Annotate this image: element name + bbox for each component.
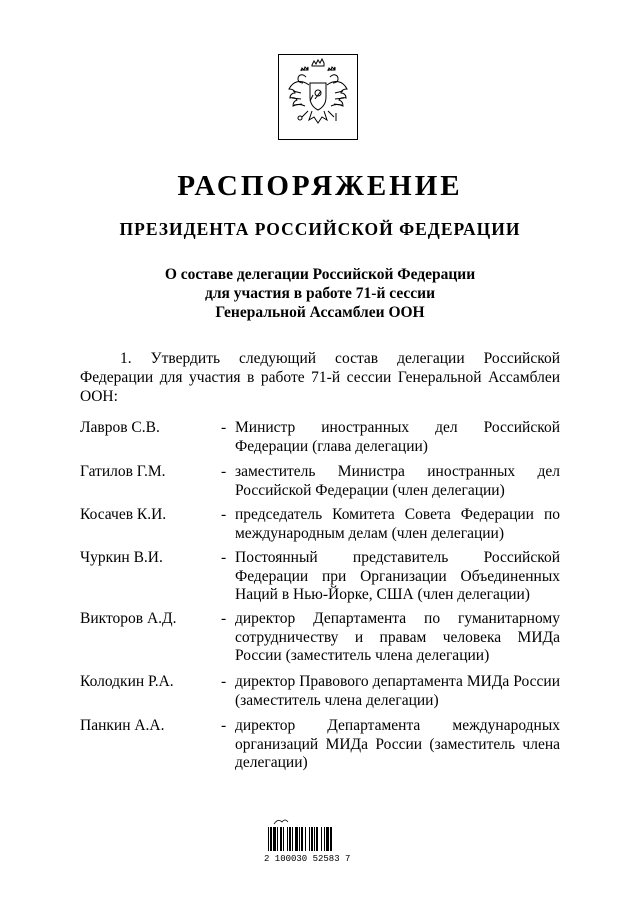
member-dash: - xyxy=(221,419,227,436)
member-name: Гатилов Г.М. xyxy=(80,463,166,480)
member-name: Чуркин В.И. xyxy=(80,549,163,566)
member-role: Министр иностранных дел Российской Федерации (глава делегации) xyxy=(235,419,560,455)
double-headed-eagle-icon xyxy=(279,55,357,139)
member-role: заместитель Министра иностранных дел Российской Федерации (член делегации) xyxy=(235,463,560,499)
member-role: Постоянный представитель Российской Федерации при Организации Объединенных Наций в Нью-Йорке, США (член делегации) xyxy=(235,549,560,603)
document-title: РАСПОРЯЖЕНИЕ xyxy=(177,170,463,202)
member-dash: - xyxy=(221,549,227,566)
member-name: Панкин А.А. xyxy=(80,717,165,734)
heading-line: О составе делегации Российской Федерации xyxy=(164,266,476,283)
barcode xyxy=(264,817,374,864)
member-dash: - xyxy=(221,463,227,480)
member-dash: - xyxy=(221,506,227,523)
member-role: директор Департамента по гуманитарному сотрудничеству и правам человека МИДа России (заместитель члена делегации) xyxy=(235,610,560,664)
member-role: директор Правового департамента МИДа России (заместитель члена делегации) xyxy=(235,673,560,709)
barcode-bars xyxy=(264,817,364,853)
member-dash: - xyxy=(221,717,227,734)
member-dash: - xyxy=(221,673,227,690)
member-role: председатель Комитета Совета Федерации по международным делам (член делегации) xyxy=(235,506,560,542)
heading-line: для участия в работе 71-й сессии xyxy=(204,285,436,302)
main-paragraph: 1. Утвердить следующий состав делегации Российской Федерации для участия в работе 71-й сессии Генеральной Ассамблеи ООН: xyxy=(80,350,560,405)
member-dash: - xyxy=(221,610,227,627)
member-name: Колодкин Р.А. xyxy=(80,673,174,690)
member-role: директор Департамента международных организаций МИДа России (заместитель члена делегации) xyxy=(235,717,560,771)
document-heading xyxy=(0,265,640,322)
heading-line: Генеральной Ассамблеи ООН xyxy=(215,304,425,321)
member-name: Косачев К.И. xyxy=(80,506,167,523)
member-name: Лавров С.В. xyxy=(80,419,160,436)
document-subtitle: ПРЕЗИДЕНТА РОССИЙСКОЙ ФЕДЕРАЦИИ xyxy=(119,219,521,239)
state-emblem xyxy=(278,54,358,140)
barcode-number: 2 100030 52583 7 xyxy=(264,854,351,864)
member-name: Викторов А.Д. xyxy=(80,610,177,627)
